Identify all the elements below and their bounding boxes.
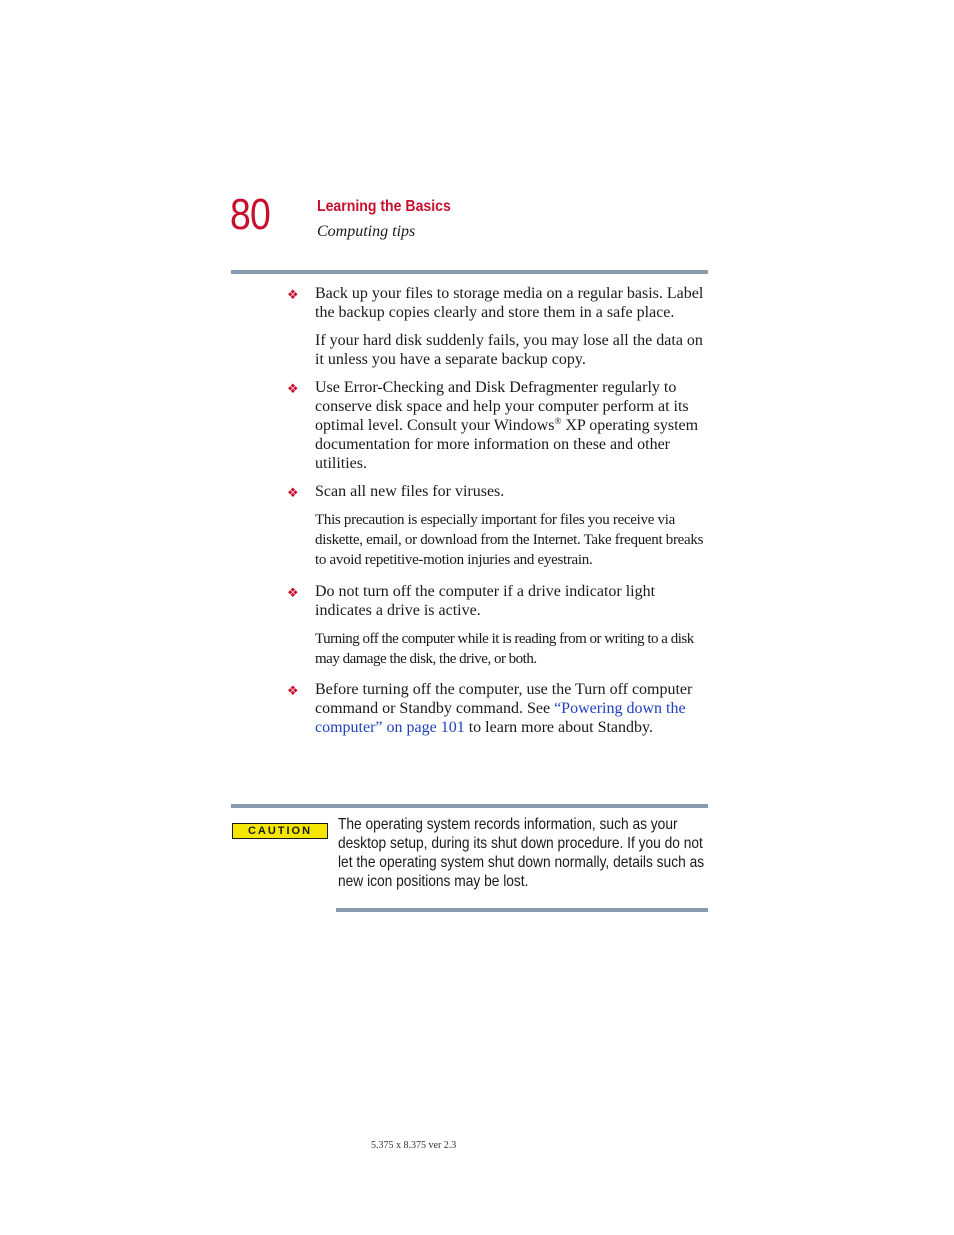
list-item (287, 582, 710, 620)
diamond-bullet-icon: ❖ (287, 381, 299, 396)
caution-text: The operating system records information, such as your desktop setup, during its shut down procedure. If you do not let the operating system shut down normally, details such as new icon positions may be lost. (338, 816, 705, 890)
bullet-text: Use Error-Checking and Disk Defragmenter regularly to conserve disk space and help your computer perform at its optimal level. Consult your Windows (315, 379, 689, 434)
list-item (287, 482, 710, 501)
diamond-bullet-icon: ❖ (287, 287, 299, 302)
page-footer: 5.375 x 8.375 ver 2.3 (371, 1140, 457, 1151)
list-item (287, 284, 710, 322)
bullet-text: Do not turn off the computer if a drive indicator light indicates a drive is active. (315, 583, 656, 619)
registered-mark: ® (554, 416, 562, 426)
bullet-note: This precaution is especially important for files you receive via diskette, email, or download from the Internet. Take frequent breaks to avoid repetitive-motion injuries and eyestrain. (315, 512, 704, 568)
list-item (287, 378, 710, 473)
bullet-text-continued: XP operating system documentation for more information on these and other utilities. (315, 417, 699, 472)
bullet-text: Back up your files to storage media on a regular basis. Label the backup copies clearly and store them in a safe place. (315, 285, 704, 321)
bullet-note: If your hard disk suddenly fails, you may lose all the data on it unless you have a separate backup copy. (315, 332, 703, 368)
diamond-bullet-icon: ❖ (287, 683, 299, 698)
diamond-bullet-icon: ❖ (287, 585, 299, 600)
caution-bottom-divider (336, 908, 708, 912)
main-content (287, 284, 710, 746)
powering-down-link[interactable]: “Powering down the computer” on page 101 (315, 700, 686, 736)
caution-top-divider (231, 804, 708, 808)
chapter-title: Learning the Basics (317, 198, 451, 215)
bullet-note: Turning off the computer while it is reading from or writing to a disk may damage the disk, the drive, or both. (315, 631, 694, 667)
list-item (287, 680, 710, 737)
bullet-text: Before turning off the computer, use the Turn off computer command or Standby command. See (315, 681, 693, 717)
caution-badge: CAUTION (232, 823, 328, 839)
bullet-text: Scan all new files for viruses. (315, 483, 505, 500)
section-title: Computing tips (317, 223, 416, 240)
page-number: 80 (230, 190, 270, 239)
top-divider (231, 270, 708, 274)
diamond-bullet-icon: ❖ (287, 485, 299, 500)
bullet-text-continued: to learn more about Standby. (464, 719, 653, 736)
